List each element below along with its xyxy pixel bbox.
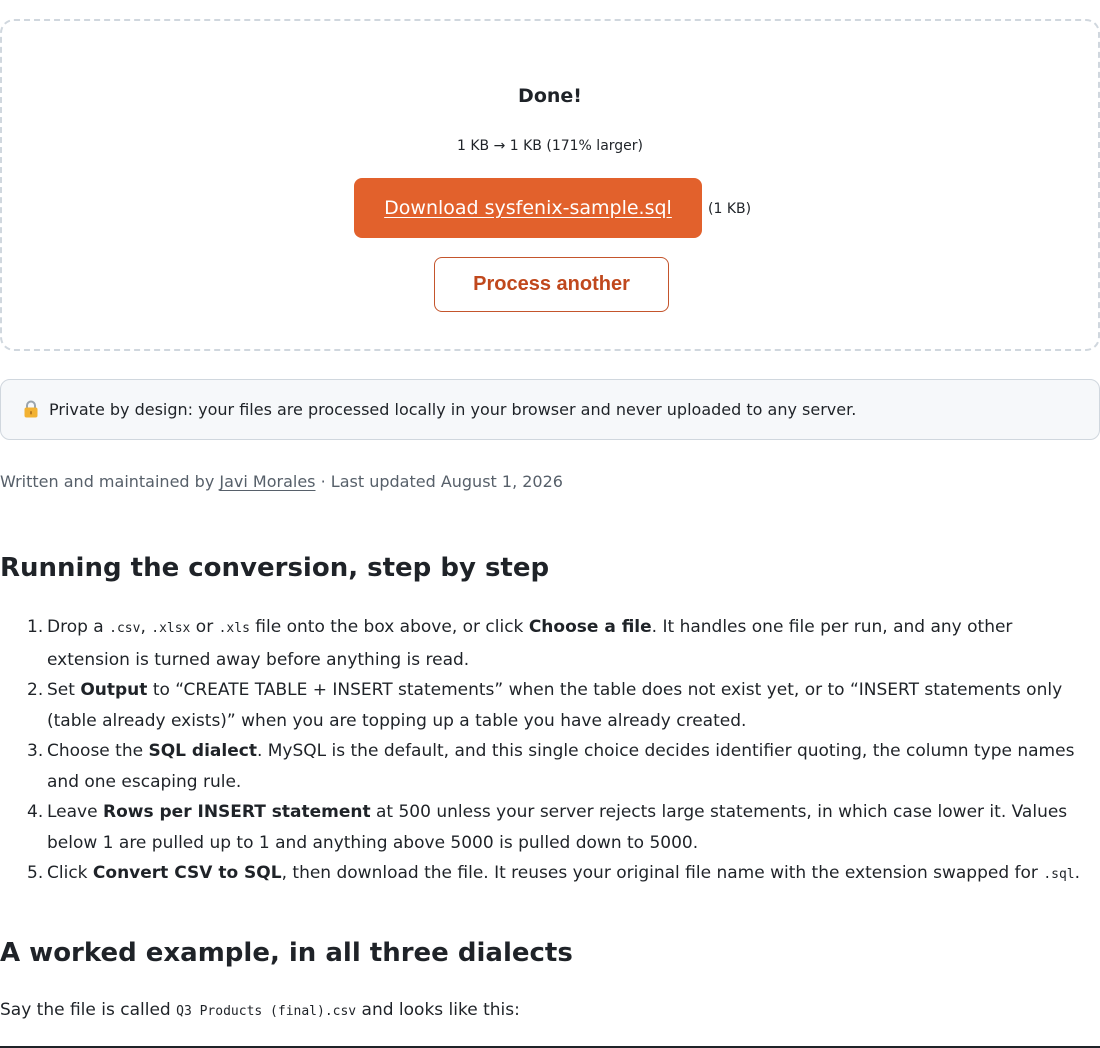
step-number: 2. xyxy=(27,680,44,700)
code-inline: .sql xyxy=(1043,867,1075,882)
byline-prefix: Written and maintained by xyxy=(0,472,215,491)
last-updated: Last updated August 1, 2026 xyxy=(330,472,563,491)
code-inline: .csv xyxy=(109,621,141,636)
step-number: 1. xyxy=(27,617,44,637)
lock-icon xyxy=(23,400,39,418)
example-heading: A worked example, in all three dialects xyxy=(0,938,573,968)
code-inline: .xlsx xyxy=(151,621,191,636)
size-comparison: 1 KB → 1 KB (171% larger) xyxy=(457,138,643,154)
list-item: 4. Leave Rows per INSERT statement at 500 unless your server rejects large statements, in which case lower it. Values below 1 are pulled up to 1 and anything above 5000 is pulled down to 5000. xyxy=(0,797,1100,858)
download-size: (1 KB) xyxy=(708,201,752,217)
code-inline: .xls xyxy=(218,621,250,636)
steps-list xyxy=(0,612,1100,891)
byline-separator: · xyxy=(320,472,326,491)
list-item: 3. Choose the SQL dialect. MySQL is the default, and this single choice decides identifier quoting, the column type names and one escaping rule. xyxy=(0,736,1100,797)
privacy-text: Private by design: your files are processed locally in your browser and never uploaded to any server. xyxy=(49,400,857,419)
list-item: 2. Set Output to “CREATE TABLE + INSERT statements” when the table does not exist yet, or to “INSERT statements only (table already exists)” when you are topping up a table you have already created. xyxy=(0,675,1100,736)
author-link[interactable]: Javi Morales xyxy=(219,472,316,491)
step-number: 5. xyxy=(27,863,44,883)
download-button[interactable]: Download sysfenix-sample.sql xyxy=(354,178,702,238)
byline xyxy=(0,472,563,491)
process-another-button[interactable]: Process another xyxy=(434,257,669,312)
example-intro: Say the file is called Q3 Products (final).csv and looks like this: xyxy=(0,1000,520,1020)
result-panel xyxy=(0,19,1100,351)
step-number: 3. xyxy=(27,741,44,761)
steps-heading: Running the conversion, step by step xyxy=(0,553,550,583)
privacy-notice xyxy=(0,379,1100,440)
list-item: 1. Drop a .csv, .xlsx or .xls file onto the box above, or click Choose a file. It handles one file per run, and any other extension is turned away before anything is read. xyxy=(0,612,1100,675)
step-number: 4. xyxy=(27,802,44,822)
done-title: Done! xyxy=(518,85,582,107)
filename-code: Q3 Products (final).csv xyxy=(176,1004,357,1019)
list-item: 5. Click Convert CSV to SQL, then download the file. It reuses your original file name with the extension swapped for .sql. xyxy=(0,858,1100,891)
